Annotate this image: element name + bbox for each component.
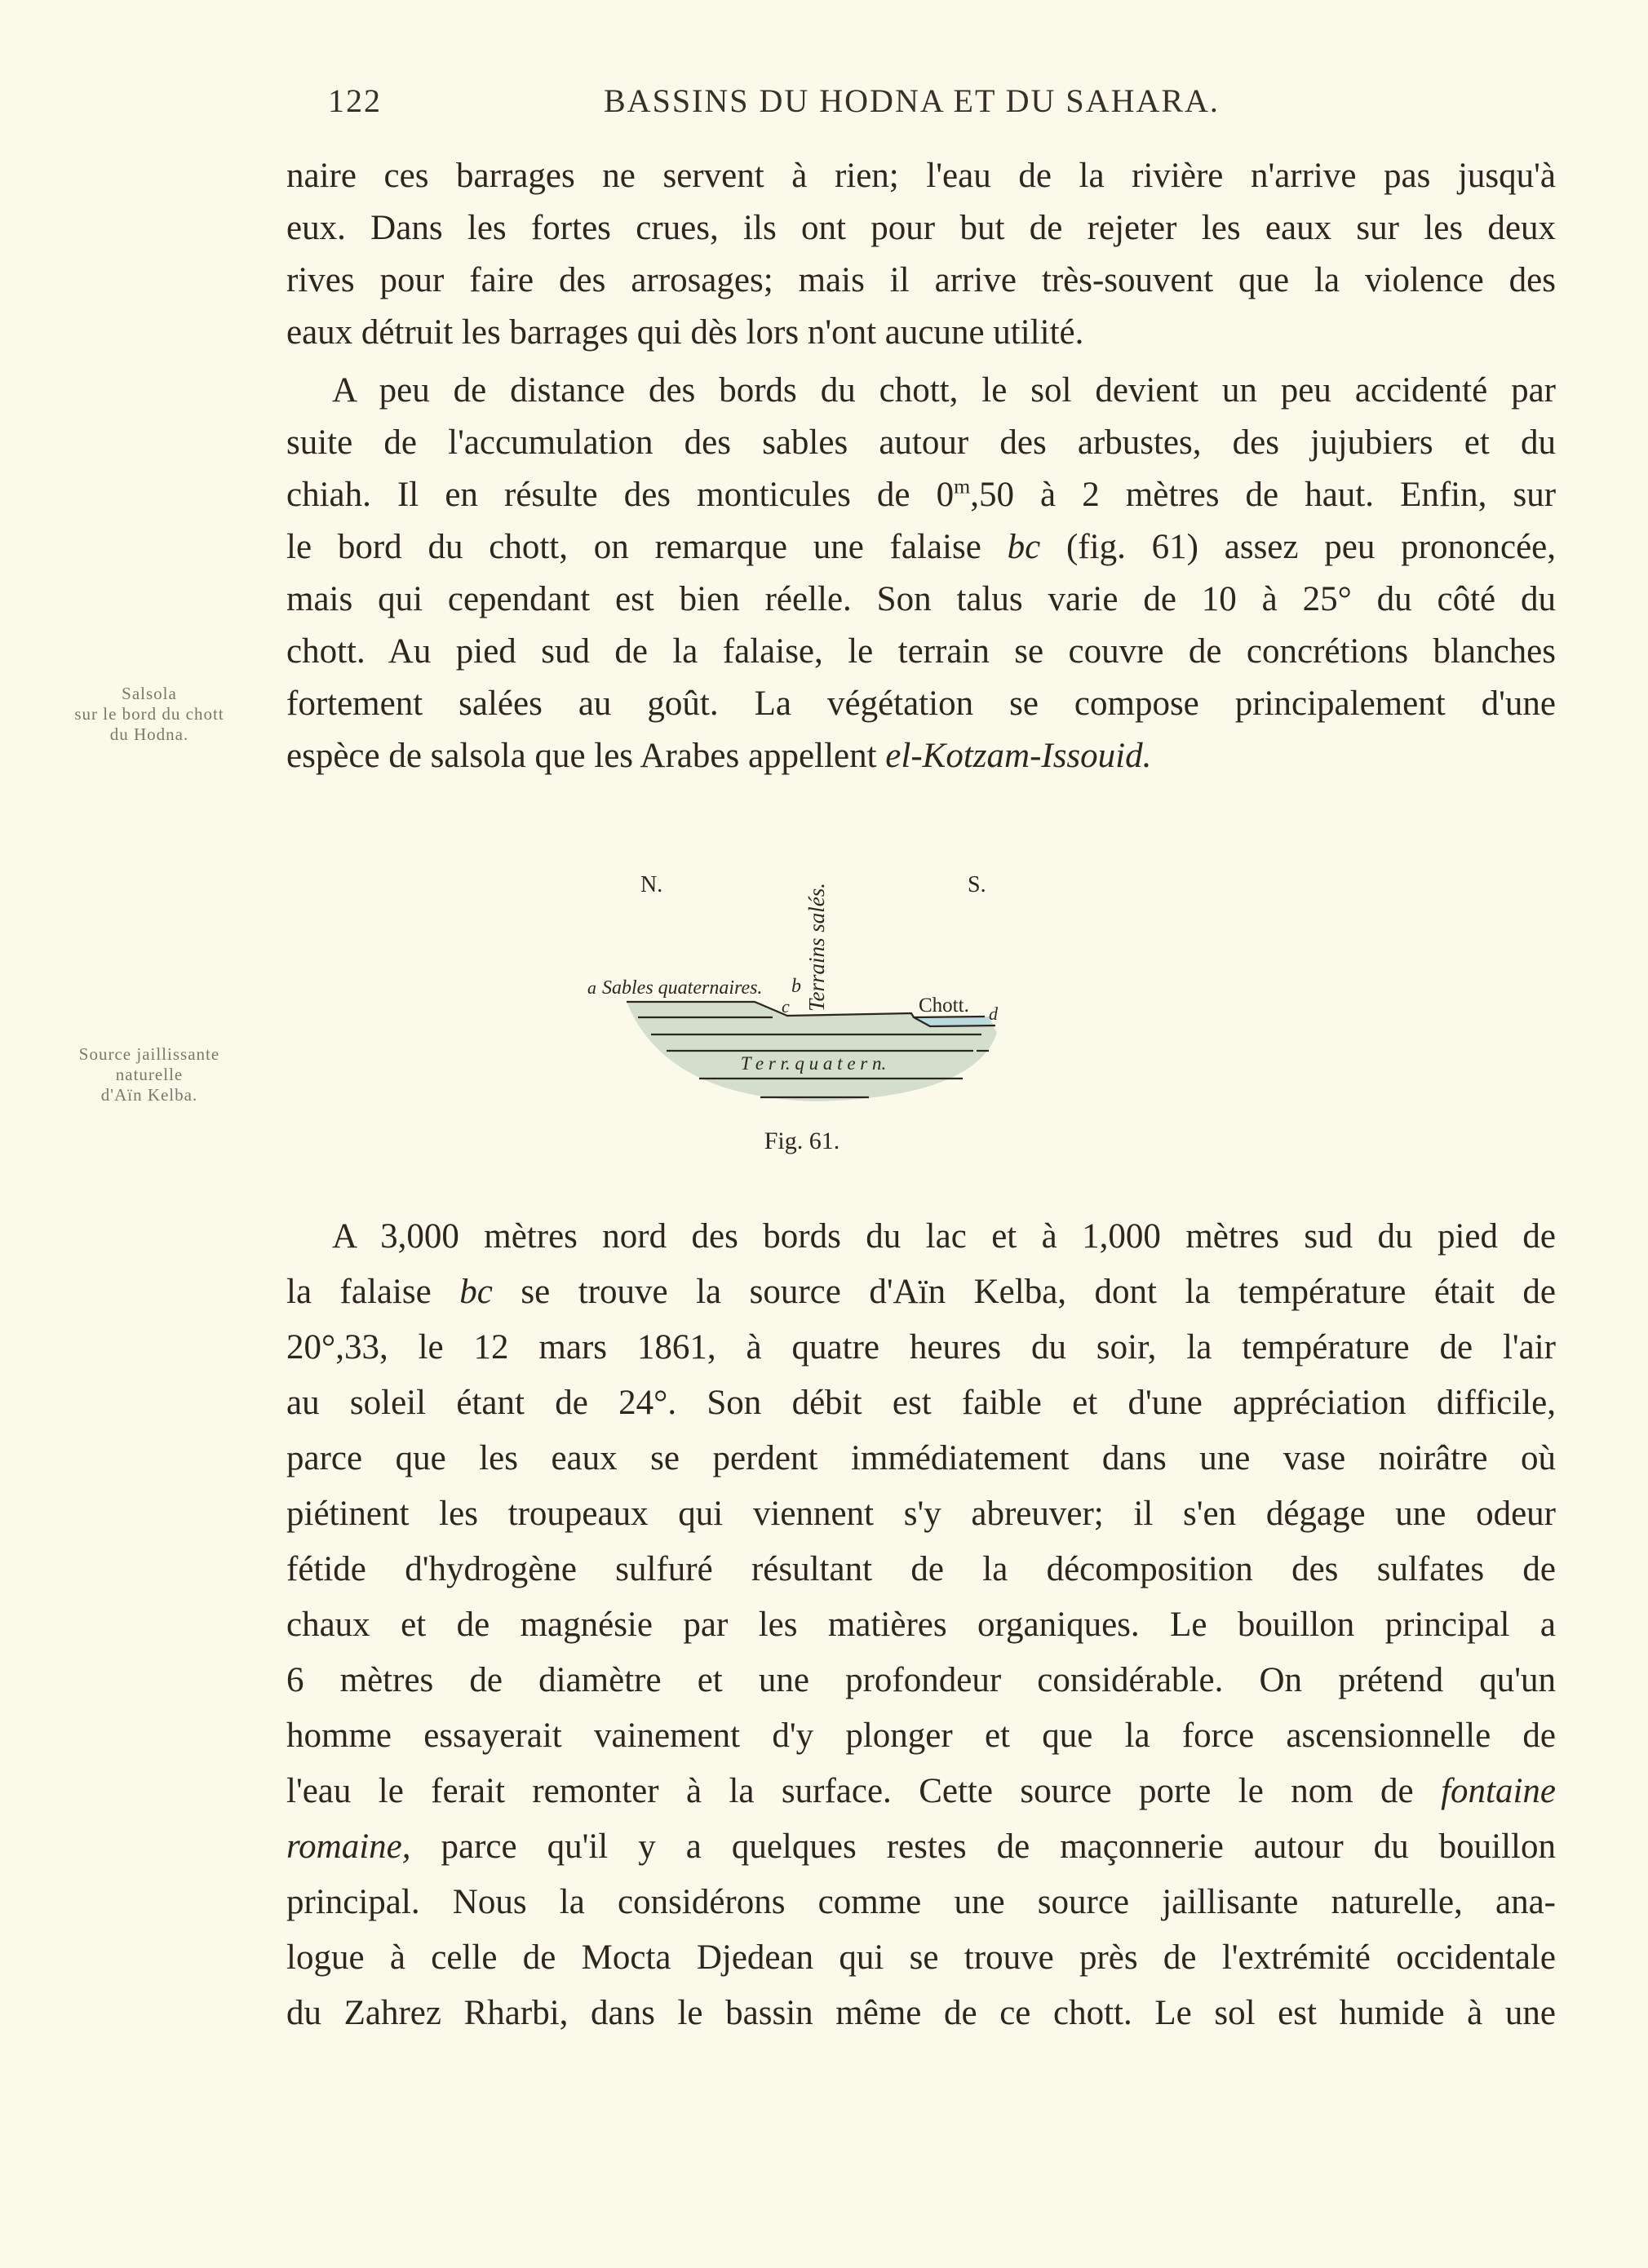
point-a: a [587, 977, 596, 998]
note-line: sur le bord du chott [74, 704, 224, 724]
strata-label: T e r r. q u a t e r n. [740, 1053, 887, 1074]
text-segment: se trouve la source d'Aïn Kelba, dont la température était de [492, 1273, 1556, 1311]
north-label: N. [640, 872, 663, 897]
point-b: b [791, 976, 801, 997]
text-segment: homme essayerait vainement d'y plonger et que la force ascensionnelle de [286, 1717, 1556, 1755]
text-segment: mais qui cependant est bien réelle. Son talus varie de 10 à 25° du côté du [286, 580, 1556, 618]
south-label: S. [968, 872, 986, 897]
text-segment: eux. Dans les fortes crues, ils ont pour but de rejeter les eaux sur les deux [286, 209, 1556, 247]
text-segment: A peu de distance des bords du chott, le sol devient un peu accidenté par [332, 371, 1556, 410]
text-segment: du Zahrez Rharbi, dans le bassin même de ce chott. Le sol est humide à une [286, 1994, 1556, 2032]
text-segment: espèce de salsola que les Arabes appellent [286, 737, 886, 775]
text-segment: ,50 à 2 mètres de haut. Enfin, sur [970, 476, 1557, 514]
superscript: m [954, 474, 971, 498]
italic-text: fontaine [1441, 1772, 1556, 1810]
terrains-sales-label: Terrains salés. [804, 882, 829, 1012]
text-segment: chaux et de magnésie par les matières organiques. Le bouillon principal a [286, 1606, 1556, 1644]
text-segment: chott. Au pied sud de la falaise, le terrain se couvre de concrétions blanches [286, 632, 1556, 671]
italic-text: el-Kotzam-Issouid. [885, 737, 1152, 775]
text-segment: principal. Nous la considérons comme une source jaillisante naturelle, ana- [286, 1883, 1556, 1921]
text-segment: A 3,000 mètres nord des bords du lac et à 1,000 mètres sud du pied de [332, 1217, 1556, 1256]
text-segment: rives pour faire des arrosages; mais il arrive très-souvent que la violence des [286, 261, 1556, 299]
italic-text: bc [1007, 528, 1041, 566]
chott-label: Chott. [919, 994, 969, 1017]
note-line: du Hodna. [109, 724, 189, 744]
text-segment: logue à celle de Mocta Djedean qui se trouve près de l'extrémité occidentale [286, 1938, 1556, 1977]
point-c: c [782, 996, 790, 1017]
text-segment: piétinent les troupeaux qui viennent s'y abreuver; il s'en dégage une odeur [286, 1495, 1556, 1533]
italic-text: bc [459, 1273, 493, 1311]
note-line: naturelle [115, 1065, 184, 1084]
note-line: d'Aïn Kelba. [100, 1085, 198, 1105]
text-segment: l'eau le ferait remonter à la surface. Cette source porte le nom de [286, 1772, 1442, 1810]
text-segment: suite de l'accumulation des sables autour des arbustes, des jujubiers et du [286, 423, 1556, 462]
text-segment: chiah. Il en résulte des monticules de 0 [286, 476, 955, 514]
figure-caption: Fig. 61. [764, 1127, 840, 1154]
text-segment: parce qu'il y a quelques restes de maçonnerie autour du bouillon [410, 1827, 1556, 1866]
text-segment: la falaise [286, 1273, 460, 1311]
note-line: Salsola [122, 684, 177, 703]
sands-label: Sables quaternaires. [602, 977, 763, 999]
point-d: d [989, 1003, 998, 1024]
text-segment: le bord du chott, on remarque une falaise [286, 528, 1008, 566]
text-segment: eaux détruit les barrages qui dès lors n'ont aucune utilité. [286, 313, 1084, 352]
text-segment: au soleil étant de 24°. Son débit est faible et d'une appréciation difficile, [286, 1384, 1556, 1422]
text-segment: 6 mètres de diamètre et une profondeur considérable. On prétend qu'un [286, 1661, 1556, 1699]
text-segment: fortement salées au goût. La végétation se compose principalement d'une [286, 684, 1556, 723]
page-number: 122 [328, 82, 382, 119]
running-title: BASSINS DU HODNA ET DU SAHARA. [604, 82, 1220, 119]
text-segment: fétide d'hydrogène sulfuré résultant de la décomposition des sulfates de [286, 1550, 1556, 1588]
note-line: Source jaillissante [78, 1044, 220, 1064]
text-segment: naire ces barrages ne servent à rien; l'eau de la rivière n'arrive pas jusqu'à [286, 157, 1556, 195]
text-segment: parce que les eaux se perdent immédiatement dans une vase noirâtre où [286, 1439, 1556, 1477]
text-segment: (fig. 61) assez peu prononcée, [1040, 528, 1556, 566]
italic-text: romaine, [286, 1827, 411, 1866]
text-segment: 20°,33, le 12 mars 1861, à quatre heures du soir, la température de l'air [286, 1328, 1556, 1367]
